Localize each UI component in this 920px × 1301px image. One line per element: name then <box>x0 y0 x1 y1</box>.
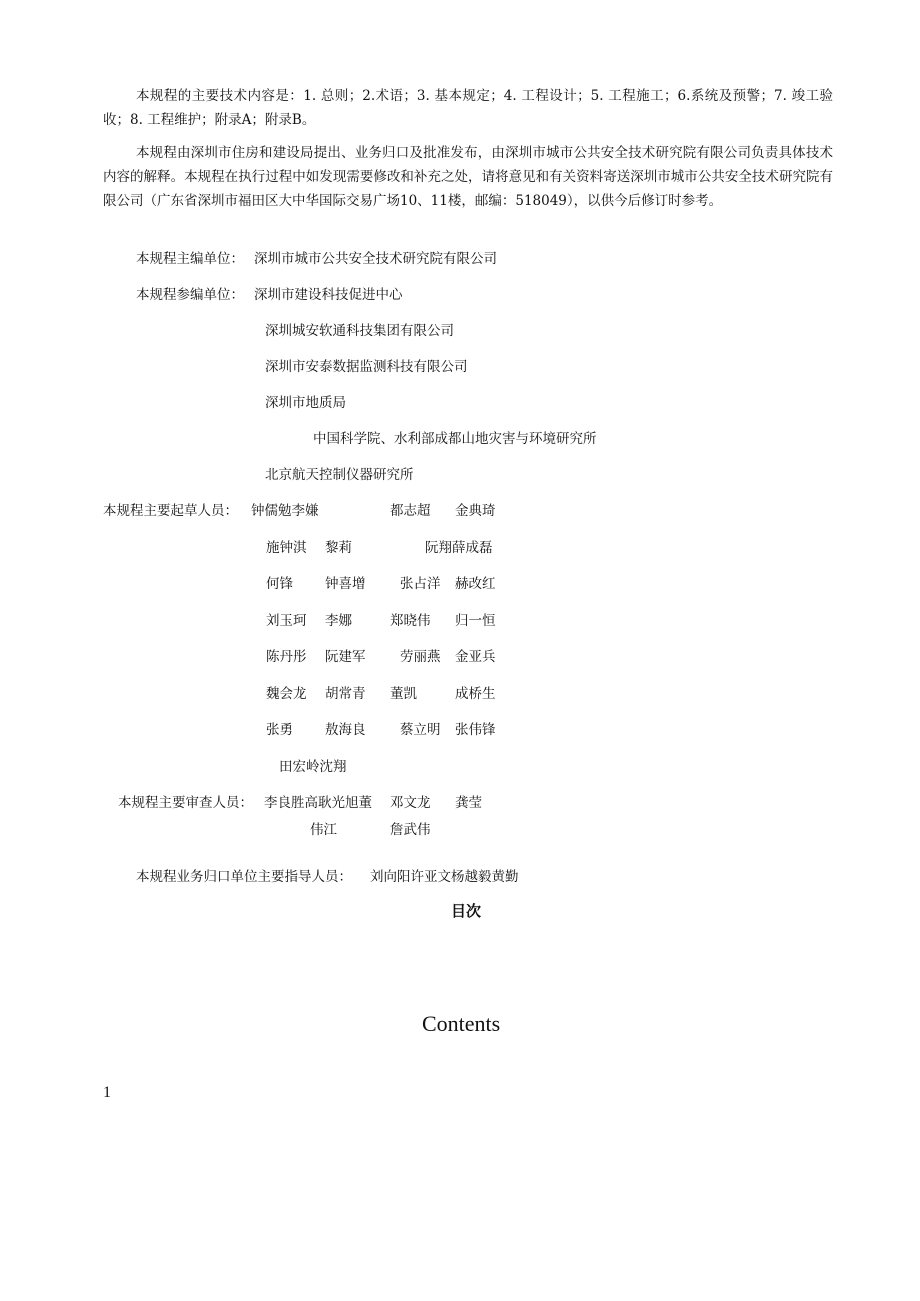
drafter-name: 金典琦 <box>455 503 496 519</box>
participant-unit: 深圳市建设科技促进中心 <box>254 287 403 303</box>
guidance-names: 刘向阳许亚文杨越毅黄勤 <box>370 869 519 885</box>
drafter-name: 张勇 <box>266 722 293 738</box>
drafter-name: 张占洋 <box>400 576 441 592</box>
reviewer-name: 伟江 <box>310 822 337 838</box>
participant-unit: 北京航天控制仪器研究所 <box>265 467 414 483</box>
chief-unit-label: 本规程主编单位： <box>136 251 244 267</box>
drafter-name: 董凯 <box>390 686 417 702</box>
chief-unit-name: 深圳市城市公共安全技术研究院有限公司 <box>254 251 497 267</box>
reviewers-label: 本规程主要审查人员： <box>118 795 253 811</box>
participant-units-label: 本规程参编单位： <box>136 287 244 303</box>
participant-unit: 深圳市安泰数据监测科技有限公司 <box>265 359 468 375</box>
drafter-name: 施钟淇 <box>266 540 307 556</box>
page-number: 1 <box>103 1084 111 1101</box>
drafter-name: 敖海良 <box>325 722 366 738</box>
drafters-label: 本规程主要起草人员： <box>103 503 238 519</box>
drafter-name: 劳丽燕 <box>400 649 441 665</box>
drafter-name: 钟喜增 <box>325 576 366 592</box>
drafter-name: 金亚兵 <box>455 649 496 665</box>
guidance-label: 本规程业务归口单位主要指导人员： <box>136 869 352 885</box>
drafter-name: 田宏岭沈翔 <box>279 759 347 775</box>
drafter-name: 都志超 <box>390 503 431 519</box>
drafter-name: 李娜 <box>325 613 352 629</box>
reviewer-name: 龚莹 <box>455 795 482 811</box>
drafter-name: 魏会龙 <box>266 686 307 702</box>
reviewer-name: 邓文龙 <box>390 795 431 811</box>
drafter-name: 刘玉珂 <box>266 613 307 629</box>
drafter-name: 赫改红 <box>455 576 496 592</box>
drafter-name: 钟儒勉李嫌 <box>251 503 319 519</box>
participant-unit: 中国科学院、水利部成都山地灾害与环境研究所 <box>313 431 597 447</box>
toc-heading: 目次 <box>451 902 482 920</box>
reviewer-name: 李良胜高耿光旭董 <box>264 795 372 811</box>
drafter-name: 郑晓伟 <box>390 613 431 629</box>
drafter-name: 黎莉 <box>325 540 352 556</box>
participant-unit: 深圳市地质局 <box>265 395 346 411</box>
drafter-name: 归一恒 <box>455 613 496 629</box>
participant-unit: 深圳城安软通科技集团有限公司 <box>265 323 454 339</box>
drafter-name: 胡常青 <box>325 686 366 702</box>
reviewer-name: 詹武伟 <box>390 822 431 838</box>
intro-paragraph-2: 本规程由深圳市住房和建设局提出、业务归口及批准发布，由深圳市城市公共安全技术研究院有限公司负责具体技术内容的解释。本规程在执行过程中如发现需要修改和补充之处，请将意见和有关资料寄送深圳市城市公共安全技术研究院有限公司（广东省深圳市福田区大中华国际交易广场10、11楼，邮编：518049），以供今后修订时参考。 <box>103 145 833 209</box>
intro-paragraph-1: 本规程的主要技术内容是：1. 总则；2.术语；3. 基本规定；4. 工程设计；5. 工程施工；6.系统及预警；7. 竣工验收；8. 工程维护；附录A；附录B。 <box>103 88 833 128</box>
drafter-name: 陈丹彤 <box>266 649 307 665</box>
drafter-name: 何锋 <box>266 576 293 592</box>
drafter-name: 成桥生 <box>455 686 496 702</box>
contents-heading: Contents <box>422 1011 501 1036</box>
drafter-name: 阮建军 <box>325 649 366 665</box>
drafter-name: 阮翔薛成磊 <box>425 540 493 556</box>
drafter-name: 蔡立明 <box>400 722 441 738</box>
drafter-name: 张伟锋 <box>455 722 496 738</box>
